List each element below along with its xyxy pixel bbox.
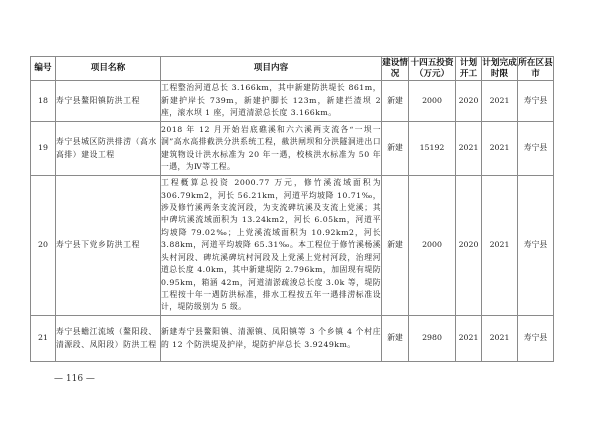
cell-finish: 2021: [482, 176, 518, 316]
project-table: [30, 56, 554, 362]
cell-start: 2021: [456, 122, 482, 176]
cell-status: 新建: [382, 81, 409, 122]
header-location: 所在区县市: [518, 57, 553, 79]
cell-content: 工程概算总投资 2000.77 万元，修竹溪流域面积为 306.79km2，河长 56.21km，河道平均坡降 10.71‰，涉及修竹溪两条支流河段，为支流碑坑溪及支流上党溪；其中碑坑溪流域面积为 13.24km2，河长 6.05km，河道平均坡降 79.02‰；上党溪流域面积为 10.92km2，河长 3.88km，河道平均坡降 65.31‰。本工程位于修竹溪杨溪头村河段、碑坑溪碑坑村河段及上党溪上党村河段，治理河道总长度 4.0km，其中新建堤防 2.796km，加固现有堤防 0.95km，箱涵 42m，河道清淤疏浚总长度 3.0k 等，堤防工程按十年一遇防洪标准，排水工程按五年一遇排涝标准设计，堤防级别为 5 级。: [161, 176, 382, 316]
cell-location: 寿宁县: [518, 176, 554, 316]
cell-name: 寿宁县下党乡防洪工程: [56, 176, 161, 316]
cell-start: 2020: [456, 81, 482, 122]
header-finish: 计划完成时限: [482, 57, 517, 79]
cell-content: 工程整治河道总长 3.166km，其中新建防洪堤长 861m，新建护岸长 739m，新建护脚长 123m，新建拦渣坝 2 座，滚水坝 1 座，河道清淤总长度 3.166km。: [161, 81, 382, 122]
header-investment: 十四五投资（万元）: [409, 57, 456, 81]
cell-status: 新建: [382, 122, 409, 176]
cell-content: 新建寿宁县鳌阳镇、清源镇、凤阳镇等 3 个乡镇 4 个村庄的 12 个防洪堤及护岸，堤防护岸总长 3.9249km。: [161, 316, 382, 362]
page-number: — 116 —: [54, 374, 95, 384]
cell-location: 寿宁县: [518, 316, 554, 362]
header-content: 项目内容: [161, 57, 382, 81]
cell-start: 2021: [456, 316, 482, 362]
cell-location: 寿宁县: [518, 81, 554, 122]
cell-investment: 15192: [409, 122, 456, 176]
cell-investment: 2980: [409, 316, 456, 362]
cell-no: 21: [31, 316, 56, 362]
cell-no: 19: [31, 122, 56, 176]
cell-name: 寿宁县城区防洪排涝（高水高排）建设工程: [56, 122, 161, 176]
cell-no: 20: [31, 176, 56, 316]
table-header-row: [31, 57, 554, 81]
cell-finish: 2021: [482, 316, 518, 362]
cell-finish: 2021: [482, 81, 518, 122]
table-row: [31, 81, 554, 122]
cell-content: 2018 年 12 月开始岩底礁溪和六六溪两支流各“一坝一洞”高水高排截洪分洪系统工程，截洪闸坝和分洪隧洞进出口建筑物设计洪水标准为 20 年一遇，校核洪水标准为 50 年一遇，为Ⅳ等工程。: [161, 122, 382, 176]
header-status: 建设情况: [382, 57, 408, 79]
cell-investment: 2000: [409, 176, 456, 316]
header-no: 编号: [31, 57, 56, 81]
table-row: [31, 122, 554, 176]
cell-name: 寿宁县蟾江流域（鳌阳段、清源段、凤阳段）防洪工程: [56, 316, 161, 362]
cell-location: 寿宁县: [518, 122, 554, 176]
cell-start: 2020: [456, 176, 482, 316]
table-row: [31, 316, 554, 362]
cell-status: 新建: [382, 316, 409, 362]
cell-name: 寿宁县鳌阳镇防洪工程: [56, 81, 161, 122]
header-name: 项目名称: [56, 57, 161, 81]
cell-status: 新建: [382, 176, 409, 316]
cell-no: 18: [31, 81, 56, 122]
table-row: [31, 176, 554, 316]
header-start: 计划开工: [456, 57, 482, 81]
cell-investment: 2000: [409, 81, 456, 122]
cell-finish: 2021: [482, 122, 518, 176]
